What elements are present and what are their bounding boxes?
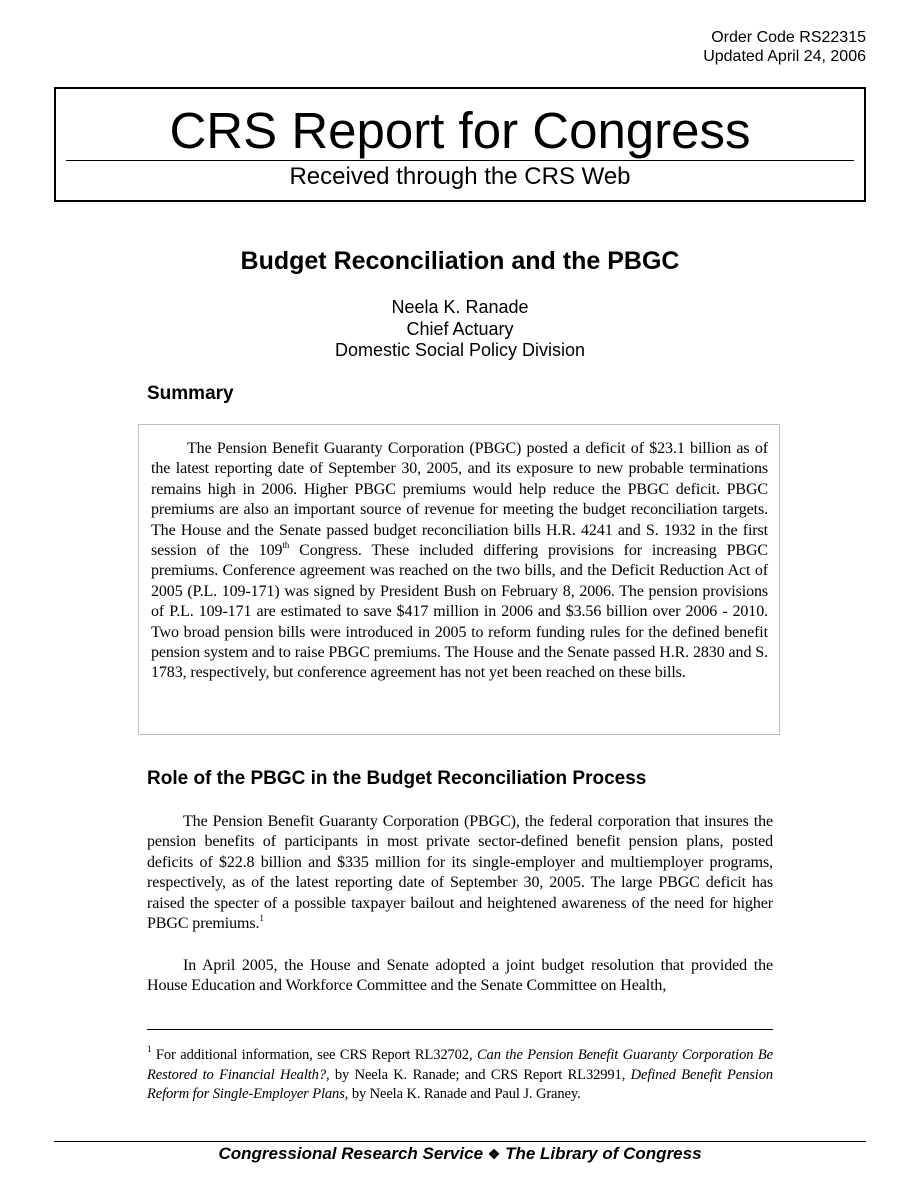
summary-heading: Summary [147,383,234,404]
masthead-rule [66,160,854,161]
order-code-block [703,28,866,66]
footnote-title-2: Defined Benefit Pension Reform for Single-Employer Plans [147,1066,773,1102]
summary-superscript: th [282,539,290,550]
author-block [0,297,920,362]
author-division: Domestic Social Policy Division [334,340,586,360]
paragraph-1-text: The Pension Benefit Guaranty Corporation (PBGC), the federal corporation that insures the pension benefits of participants in most private sector-defined benefit pension plans, posted deficits of $22.8 billion and $335 million for its single-employer and multiemployer programs, respectively, as of the latest reporting date of September 30, 2005. The large PBGC deficit has raised the specter of a possible taxpayer bailout and heightened awareness of the need for higher PBGC premiums. [147,813,773,933]
author-position: Chief Actuary [406,318,514,339]
body-paragraph-2: In April 2005, the House and Senate adopted a joint budget resolution that provided the House Education and Workforce Committee and the Senate Committee on Health, [147,957,773,995]
diamond-separator-icon: ❖ [487,1146,501,1162]
summary-box [138,424,780,735]
footnote-divider [147,1029,773,1030]
order-code: Order Code RS22315 [711,29,866,46]
masthead [54,87,866,202]
masthead-subtitle: Received through the CRS Web [289,163,631,190]
updated-date: Updated April 24, 2006 [703,48,866,65]
masthead-title: CRS Report for Congress [169,102,751,159]
footnote-reference[interactable]: 1 [259,912,264,923]
footnote-tail: , by Neela K. Ranade and Paul J. Graney. [344,1086,581,1102]
body-paragraph-1 [147,812,773,934]
footer-right: The Library of Congress [505,1144,702,1163]
page-footer [0,1144,920,1164]
author-name: Neela K. Ranade [391,297,529,317]
footnote-lead: For additional information, see CRS Report RL32702, [151,1047,477,1063]
document-title: Budget Reconciliation and the PBGC [240,247,680,275]
summary-text-part2: Congress. These included differing provisions for increasing PBGC premiums. Conference agreement was reached on the two bills, and the Deficit Reduction Act of 2005 (P.L. 109-171) was signed by President Bush on February 8, 2006. The pension provisions of P.L. 109-171 are estimated to save $417 million in 2006 and $3.56 billion over 2006 - 2010. Two broad pension bills were introduced in 2005 to reform funding rules for the defined benefit pension system and to raise PBGC premiums. The House and the Senate passed H.R. 2830 and S. 1783, respectively, but conference agreement has not yet been reached on these bills. [151,542,768,682]
summary-text [151,439,768,684]
footer-left: Congressional Research Service [218,1144,484,1163]
footnote-mid: , by Neela K. Ranade; and CRS Report RL32991, [325,1066,631,1083]
footnote-marker: 1 [147,1044,152,1055]
summary-text-part1: The Pension Benefit Guaranty Corporation (PBGC) posted a deficit of $23.1 billion as of the latest reporting date of September 30, 2005, and its exposure to new probable terminations remains high in 2006. Higher PBGC premiums would help reduce the PBGC deficit. PBGC premiums are also an important source of revenue for meeting the budget reconciliation targets. The House and the Senate passed budget reconciliation bills H.R. 4241 and S. 1932 in the first session of the 109 [151,440,768,560]
footer-rule [54,1141,866,1142]
footnote [147,1046,773,1105]
footnote-title-1: Can the Pension Benefit Guaranty Corporation Be Restored to Financial Health? [147,1047,773,1083]
section-heading: Role of the PBGC in the Budget Reconciliation Process [147,768,647,789]
